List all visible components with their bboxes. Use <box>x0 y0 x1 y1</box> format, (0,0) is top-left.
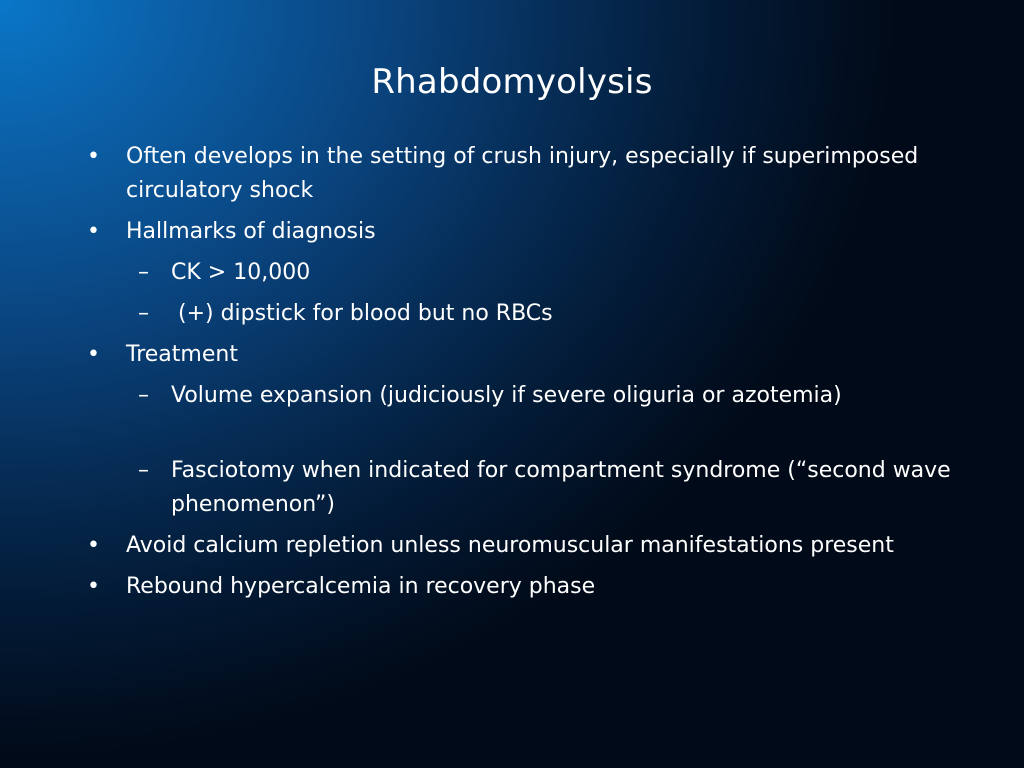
sub-bullet-item <box>82 297 962 331</box>
bullet-text: Hallmarks of diagnosis <box>126 219 376 244</box>
bullet-marker: • <box>87 342 100 367</box>
bullet-marker: • <box>87 219 100 244</box>
sub-bullet-item <box>82 379 962 413</box>
bullet-item <box>82 570 962 604</box>
blank-line <box>82 420 962 454</box>
bullet-list <box>82 140 962 611</box>
bullet-text: Avoid calcium repletion unless neuromuscular manifestations present <box>126 533 894 558</box>
sub-bullet-text: Fasciotomy when indicated for compartment syndrome (“second wave phenomenon”) <box>171 458 951 517</box>
sub-bullet-item <box>82 256 962 290</box>
bullet-item <box>82 140 962 208</box>
sub-bullet-text: Volume expansion (judiciously if severe oliguria or azotemia) <box>171 383 842 408</box>
bullet-item <box>82 215 962 249</box>
bullet-text: Rebound hypercalcemia in recovery phase <box>126 574 596 599</box>
slide-title: Rhabdomyolysis <box>371 62 653 102</box>
dash-marker: – <box>138 260 149 285</box>
dash-marker: – <box>138 301 149 326</box>
bullet-text: Often develops in the setting of crush injury, especially if superimposed circulatory shock <box>126 144 919 203</box>
bullet-item <box>82 338 962 372</box>
sub-bullet-text: CK > 10,000 <box>171 260 311 285</box>
bullet-marker: • <box>87 533 100 558</box>
bullet-text: Treatment <box>126 342 238 367</box>
sub-bullet-item <box>82 454 962 522</box>
bullet-item <box>82 529 962 563</box>
dash-marker: – <box>138 383 149 408</box>
sub-bullet-text: (+) dipstick for blood but no RBCs <box>171 301 553 326</box>
dash-marker: – <box>138 458 149 483</box>
bullet-marker: • <box>87 144 100 169</box>
bullet-marker: • <box>87 574 100 599</box>
